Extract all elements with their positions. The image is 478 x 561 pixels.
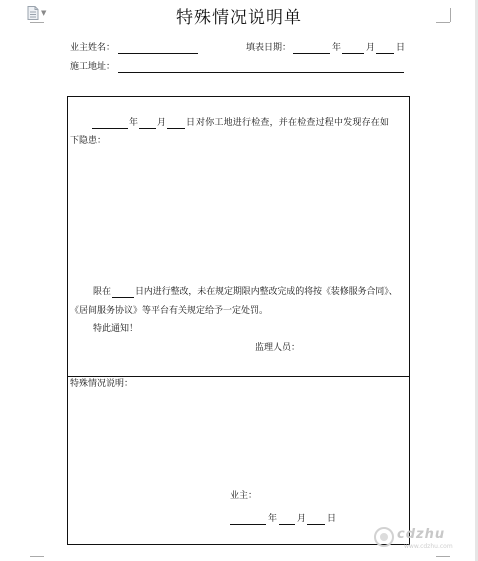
year-label: 年 (332, 43, 342, 53)
special-situation-label: 特殊情况说明： (70, 379, 134, 389)
inspection-day-field[interactable] (167, 128, 185, 129)
site-address-field[interactable] (118, 72, 404, 73)
year-label: 年 (129, 118, 139, 128)
month-label: 月 (157, 118, 167, 128)
inspection-intro-text-line2: 下隐患： (70, 136, 107, 146)
form-table (67, 96, 410, 545)
watermark-brand: cdzhu (397, 527, 446, 542)
notice-text: 特此通知！ (93, 324, 139, 334)
inspection-intro-text: 对你工地进行检查，并在检查过程中发现存在如 (196, 118, 390, 128)
inspection-year-field[interactable] (92, 128, 128, 129)
sign-month-field[interactable] (279, 524, 295, 525)
day-label: 日 (186, 118, 196, 128)
agreement-text: 《居间服务协议》等平台有关规定给予一定处罚。 (70, 306, 269, 316)
watermark-url: www.cdzhu.com (404, 543, 453, 550)
inspection-month-field[interactable] (139, 128, 156, 129)
table-divider (67, 376, 409, 377)
year-label: 年 (268, 514, 278, 524)
owner-sign-label: 业主： (230, 491, 258, 501)
owner-field[interactable] (118, 53, 198, 54)
owner-label: 业主姓名： (70, 43, 116, 53)
sign-day-field[interactable] (307, 524, 325, 525)
month-label: 月 (297, 514, 307, 524)
deadline-prefix: 限在 (93, 287, 112, 297)
site-address-label: 施工地址： (70, 62, 116, 72)
deadline-days-field[interactable] (112, 297, 134, 298)
fill-date-day-field[interactable] (376, 53, 394, 54)
month-label: 月 (366, 43, 376, 53)
chevron-down-icon[interactable]: ▼ (41, 9, 47, 17)
day-label: 日 (327, 514, 337, 524)
fill-date-label: 填表日期： (246, 43, 292, 53)
deadline-text: 日内进行整改，未在规定期限内整改完成的将按《装修服务合同》、 (135, 287, 398, 297)
supervisor-label: 监理人员： (255, 343, 301, 353)
crop-mark (436, 556, 450, 557)
sign-year-field[interactable] (230, 524, 266, 525)
crop-mark (30, 556, 44, 557)
day-label: 日 (396, 43, 406, 53)
fill-date-year-field[interactable] (293, 53, 330, 54)
page-title: 特殊情况说明单 (176, 8, 302, 28)
fill-date-month-field[interactable] (342, 53, 364, 54)
